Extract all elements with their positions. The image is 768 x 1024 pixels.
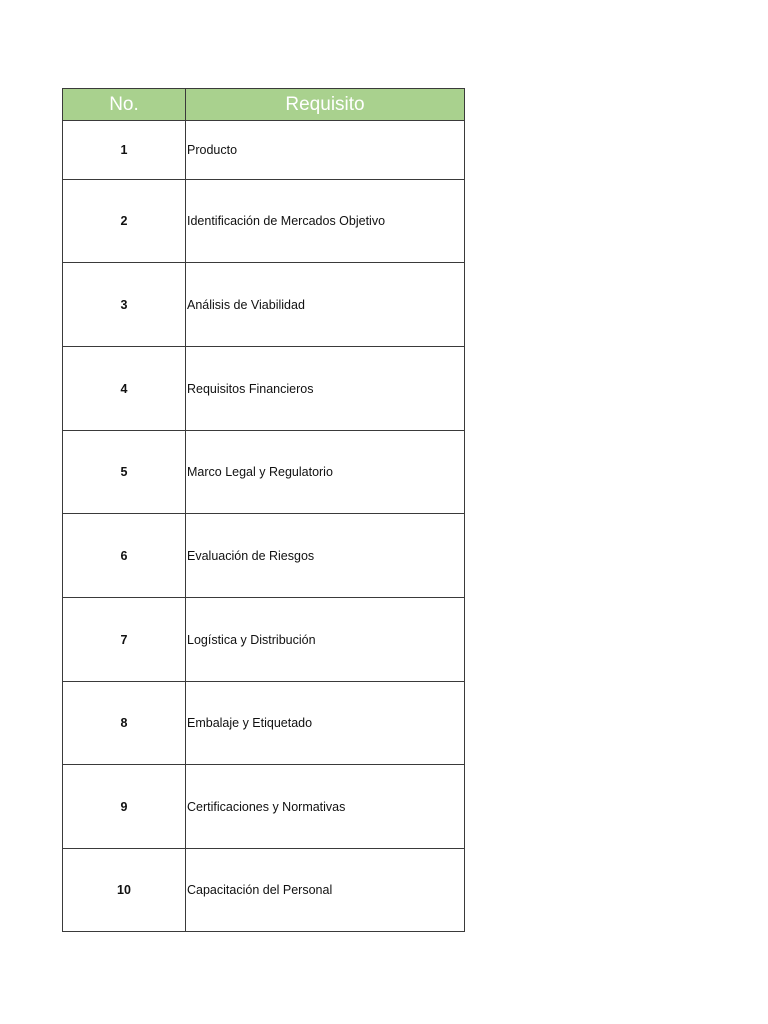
table-row	[63, 598, 465, 682]
row-requisito: Evaluación de Riesgos	[186, 514, 465, 598]
row-number: 10	[63, 849, 186, 932]
row-requisito: Logística y Distribución	[186, 598, 465, 682]
table-row	[63, 849, 465, 932]
row-number: 5	[63, 431, 186, 514]
row-requisito: Capacitación del Personal	[186, 849, 465, 932]
row-number: 8	[63, 682, 186, 765]
table-row	[63, 263, 465, 347]
header-no: No.	[63, 89, 186, 121]
row-number: 2	[63, 180, 186, 263]
row-number: 9	[63, 765, 186, 849]
row-requisito: Requisitos Financieros	[186, 347, 465, 431]
header-row	[63, 89, 465, 121]
table-header	[63, 89, 465, 121]
table-row	[63, 180, 465, 263]
table-body	[63, 121, 465, 932]
row-requisito: Certificaciones y Normativas	[186, 765, 465, 849]
table-row	[63, 765, 465, 849]
row-number: 1	[63, 121, 186, 180]
row-requisito: Análisis de Viabilidad	[186, 263, 465, 347]
row-requisito: Producto	[186, 121, 465, 180]
row-requisito: Embalaje y Etiquetado	[186, 682, 465, 765]
table-row	[63, 514, 465, 598]
requirements-table	[62, 88, 465, 932]
row-number: 3	[63, 263, 186, 347]
row-requisito: Identificación de Mercados Objetivo	[186, 180, 465, 263]
table-row	[63, 431, 465, 514]
row-number: 6	[63, 514, 186, 598]
table-row	[63, 121, 465, 180]
row-number: 7	[63, 598, 186, 682]
table-row	[63, 682, 465, 765]
row-number: 4	[63, 347, 186, 431]
requirements-table-container	[62, 88, 464, 932]
table-row	[63, 347, 465, 431]
header-requisito: Requisito	[186, 89, 465, 121]
row-requisito: Marco Legal y Regulatorio	[186, 431, 465, 514]
